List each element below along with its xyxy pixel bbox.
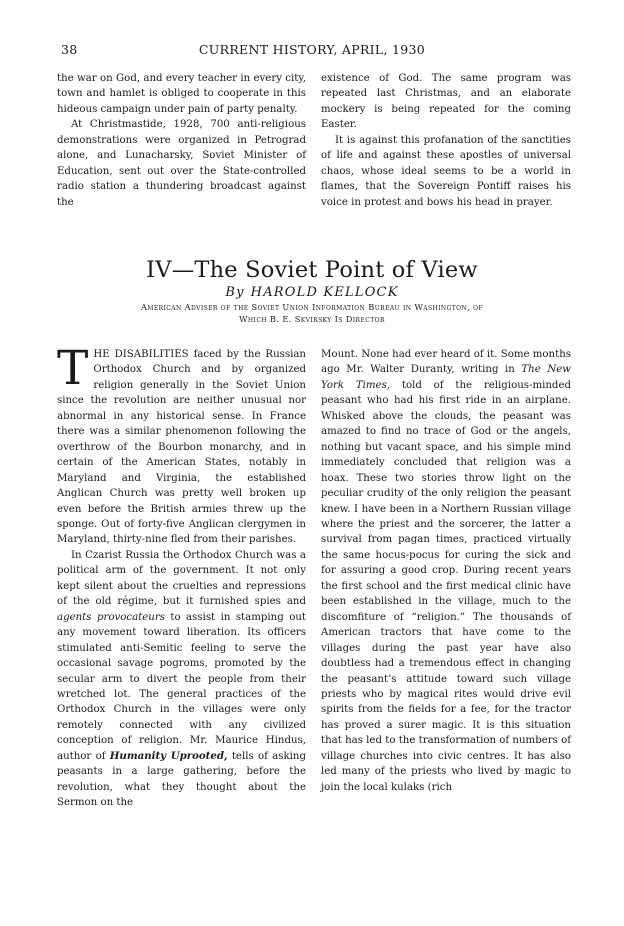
book-title: Humanity Uprooted, bbox=[109, 749, 228, 762]
italic-phrase: agents provocateurs bbox=[57, 611, 165, 623]
page-number: 38 bbox=[61, 42, 78, 57]
running-title: CURRENT HISTORY, APRIL, 1930 bbox=[198, 42, 426, 57]
continuation-paragraph: the war on God, and every teacher in every city, town and hamlet is obliged to cooperate in this hideous campaign under pain of party penalty. bbox=[57, 73, 306, 115]
paragraph: At Christmastide, 1928, 700 anti-religious demonstrations were organized in Petrograd alone, and Lunacharsky, Soviet Minister of Education, sent out over the State-controlled radio station a thundering broadcast against the bbox=[57, 119, 306, 208]
affiliation-line: American Adviser of the Soviet Union Information Bureau in Washington, of bbox=[140, 302, 484, 312]
continuation-paragraph: existence of God. The same program was repeated last Christmas, and an elaborate mockery is being repeated for the coming Easter. bbox=[321, 73, 571, 131]
lead-in: HE DISABILITIES bbox=[93, 349, 189, 360]
author-name: HAROLD KELLOCK bbox=[250, 285, 399, 300]
continuation-paragraph bbox=[321, 347, 571, 795]
top-left-column bbox=[57, 71, 306, 210]
top-right-column bbox=[321, 71, 571, 210]
paragraph-text: faced by the Russian Orthodox Church and by organized religion generally in the Soviet Union since the revolution are neither unusual nor abnormal in any historical sense. In France there was a similar phenomenon following the overthrow of the Bourbon monarchy, and in certain of the American States, notably in Maryland and Virginia, the established Anglican Church was pretty well broken up even before the British armies threw up the sponge. Out of forty-five Anglican clergymen in Maryland, thirty-nine fled from their parishes. bbox=[57, 349, 306, 546]
affiliation-line: Which B. E. Skvirsky Is Director bbox=[239, 313, 385, 324]
article-title: IV—The Soviet Point of View bbox=[146, 257, 478, 283]
author-affiliation bbox=[57, 302, 567, 325]
newspaper-title: The New York Times, bbox=[321, 364, 571, 391]
paragraph-text: In Czarist Russia the Orthodox Church was a political arm of the government. It not only kept silent about the cruelties and repressions of the old régime, but it furnished spies and bbox=[57, 549, 306, 608]
byline-prefix: By bbox=[225, 285, 245, 300]
body-left-column bbox=[57, 341, 306, 811]
opening-paragraph bbox=[57, 341, 306, 548]
paragraph bbox=[57, 548, 306, 811]
paragraph-text: Mount. None had ever heard of it. Some months ago Mr. Walter Duranty, writing in bbox=[321, 349, 571, 376]
body-right-column bbox=[321, 347, 571, 795]
drop-cap: T bbox=[57, 341, 89, 396]
byline bbox=[57, 285, 567, 300]
paragraph-text: to assist in stamping out any movement toward liberation. Its officers stimulated anti-Semitic feeling to serve the occasional savage pogroms, promoted by the secular arm to divert the people from their wretched lot. The general practices of the Orthodox Church in the villages were only remotely connected with any civilized conception of religion. Mr. Maurice Hindus, author of bbox=[57, 611, 306, 762]
running-head bbox=[57, 42, 567, 60]
paragraph: It is against this profanation of the sanctities of life and against these apostles of universal chaos, whose ideal seems to be a world in flames, that the Sovereign Pontiff raises his voice in protest and bows his head in prayer. bbox=[321, 134, 571, 208]
paragraph-text: tells of asking peasants in a large gathering, before the revolution, what they thought about the Sermon on the bbox=[57, 750, 306, 809]
paragraph-text: told of the religious-minded peasant who had his first ride in an airplane. Whisked above the clouds, the peasant was amazed to find no trace of God or the angels, nothing but vacant space, and his simple mind immediately concluded that religion was a hoax. These two stories throw light on the peculiar crudity of the only religion the peasant knew. I have been in a Northern Russian village where the priest and the sorcerer, the latter a survival from pagan times, practiced virtually the same hocus-pocus for curing the sick and for assuring a good crop. During recent years the first school and the first medical clinic have been established in the village, much to the discomfiture of “religion.” The thousands of American tractors that have come to the villages during the past year have also doubtless had a tremendous effect in changing the peasant’s attitude toward such village priests who by magical rites would drive evil spirits from the fields for a fee, for the tractor has proved a surer magic. It is this situation that has led to the transformation of numbers of village churches into civic centres. It has also led many of the priests who lived by magic to join the local kulaks (rich bbox=[321, 379, 571, 793]
